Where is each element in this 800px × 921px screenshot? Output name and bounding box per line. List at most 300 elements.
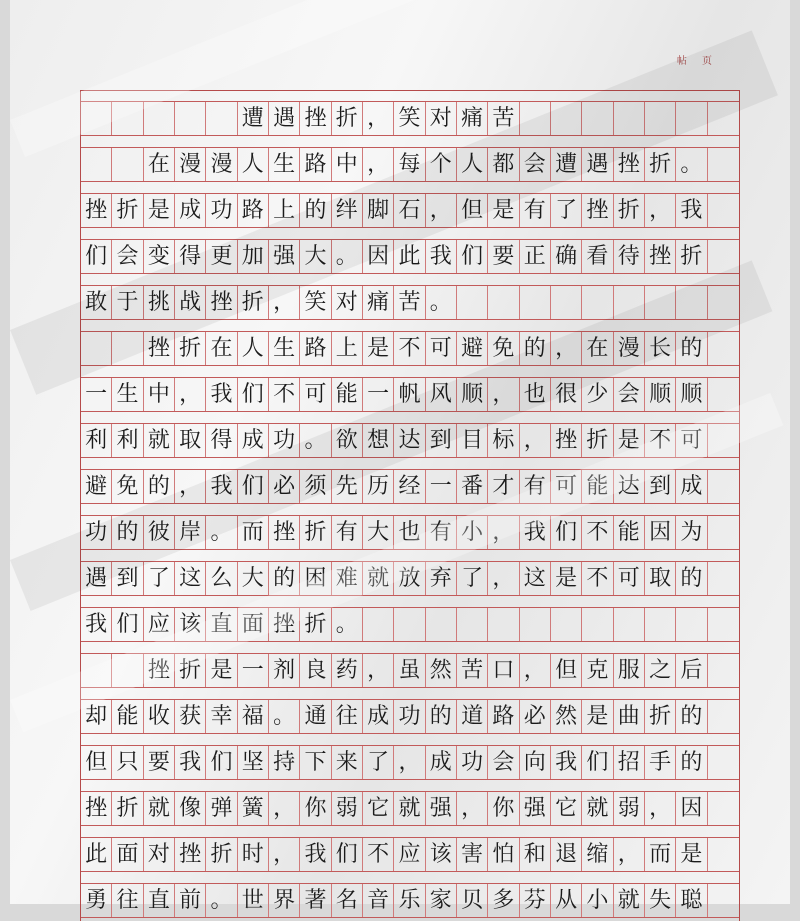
grid-cell	[708, 516, 739, 549]
grid-cell	[645, 102, 676, 135]
grid-cell: 须	[300, 470, 331, 503]
grid-cell: 脚	[363, 194, 394, 227]
grid-cell: 确	[551, 240, 582, 273]
grid-cell: 一	[363, 378, 394, 411]
grid-cell: 折	[645, 700, 676, 733]
grid-cell: 之	[645, 654, 676, 687]
grid-cell: 对	[332, 286, 363, 319]
grid-cell: 不	[582, 562, 613, 595]
grid-cell: 的	[144, 470, 175, 503]
grid-cell: 一	[238, 654, 269, 687]
grid-cell: ，	[457, 792, 488, 825]
grid-cell: 为	[676, 516, 707, 549]
grid-cell: 挫	[144, 332, 175, 365]
grid-cell: ，	[363, 148, 394, 181]
grid-cell: 看	[582, 240, 613, 273]
grid-cell	[676, 286, 707, 319]
grid-cell: ，	[269, 838, 300, 871]
grid-cell: 就	[363, 562, 394, 595]
grid-cell: 了	[144, 562, 175, 595]
grid-cell: 的	[269, 562, 300, 595]
grid-cell: 风	[426, 378, 457, 411]
grid-cell: 生	[112, 378, 143, 411]
grid-cell: 折	[112, 194, 143, 227]
grid-cell: 能	[332, 378, 363, 411]
grid-cell: 取	[645, 562, 676, 595]
grid-cell	[676, 102, 707, 135]
grid-cell	[112, 148, 143, 181]
paper-sheet	[10, 0, 790, 913]
grid-cell: 的	[676, 562, 707, 595]
grid-cell: 笑	[394, 102, 425, 135]
grid-cell: 也	[520, 378, 551, 411]
grid-cell: 的	[520, 332, 551, 365]
grid-cell: 漫	[206, 148, 237, 181]
grid-cell: 人	[457, 148, 488, 181]
grid-cell: ，	[645, 792, 676, 825]
grid-cell: 你	[488, 792, 519, 825]
grid-cell: 这	[520, 562, 551, 595]
grid-cell: 就	[394, 792, 425, 825]
grid-cell: 挫	[144, 654, 175, 687]
grid-cell: 像	[175, 792, 206, 825]
grid-cell: 挫	[645, 240, 676, 273]
grid-cell: 对	[426, 102, 457, 135]
grid-cell: 强	[426, 792, 457, 825]
grid-cell	[582, 286, 613, 319]
grid-row-17	[81, 837, 739, 872]
grid-cell: 弹	[206, 792, 237, 825]
grid-cell: ，	[269, 792, 300, 825]
grid-cell: 家	[426, 884, 457, 917]
grid-cell	[81, 332, 112, 365]
grid-cell: 苦	[457, 654, 488, 687]
grid-cell: 直	[144, 884, 175, 917]
grid-cell: 达	[614, 470, 645, 503]
grid-cell	[614, 608, 645, 641]
grid-cell: 每	[394, 148, 425, 181]
grid-cell: 必	[520, 700, 551, 733]
grid-cell	[520, 102, 551, 135]
grid-cell: 是	[614, 424, 645, 457]
grid-cell: 挑	[144, 286, 175, 319]
grid-cell: 是	[676, 838, 707, 871]
grid-cell: 是	[144, 194, 175, 227]
grid-cell: 我	[81, 608, 112, 641]
grid-cell: ，	[645, 194, 676, 227]
grid-cell: 从	[551, 884, 582, 917]
grid-cell: 生	[269, 148, 300, 181]
grid-cell: 敢	[81, 286, 112, 319]
grid-cell: 的	[676, 746, 707, 779]
grid-cell: 挫	[81, 792, 112, 825]
grid-cell: 口	[488, 654, 519, 687]
grid-cell: 坚	[238, 746, 269, 779]
grid-cell: 乐	[394, 884, 425, 917]
grid-cell: 达	[394, 424, 425, 457]
grid-cell	[206, 102, 237, 135]
grid-cell: 。	[332, 240, 363, 273]
grid-row-8	[81, 423, 739, 458]
grid-cell: 目	[457, 424, 488, 457]
grid-cell: 因	[676, 792, 707, 825]
grid-cell: 。	[269, 700, 300, 733]
grid-cell	[708, 654, 739, 687]
grid-cell	[582, 608, 613, 641]
grid-cell: 因	[363, 240, 394, 273]
grid-cell: 就	[144, 424, 175, 457]
grid-cell: 只	[112, 746, 143, 779]
grid-cell: 然	[426, 654, 457, 687]
grid-cell: 折	[332, 102, 363, 135]
grid-cell	[394, 608, 425, 641]
grid-cell: 它	[363, 792, 394, 825]
grid-cell: 漫	[175, 148, 206, 181]
grid-cell: 著	[300, 884, 331, 917]
grid-cell: 应	[144, 608, 175, 641]
grid-cell: ，	[551, 332, 582, 365]
grid-cell	[426, 608, 457, 641]
grid-cell: 困	[300, 562, 331, 595]
grid-cell: 强	[269, 240, 300, 273]
grid-cell: 名	[332, 884, 363, 917]
grid-cell: 音	[363, 884, 394, 917]
grid-cell: 芬	[520, 884, 551, 917]
grid-cell	[708, 792, 739, 825]
grid-cell: 大	[363, 516, 394, 549]
grid-cell: 路	[300, 148, 331, 181]
grid-row-6	[81, 331, 739, 366]
grid-cell	[708, 194, 739, 227]
grid-cell: 面	[112, 838, 143, 871]
grid-cell: 加	[238, 240, 269, 273]
grid-cell: 我	[551, 746, 582, 779]
grid-cell: 对	[144, 838, 175, 871]
grid-row-18	[81, 883, 739, 918]
grid-cell: 可	[614, 562, 645, 595]
grid-cell: 曲	[614, 700, 645, 733]
grid-cell: 面	[238, 608, 269, 641]
grid-cell	[614, 286, 645, 319]
grid-cell	[708, 700, 739, 733]
grid-cell: 是	[206, 654, 237, 687]
grid-cell	[112, 332, 143, 365]
grid-cell: 能	[582, 470, 613, 503]
grid-cell: 幸	[206, 700, 237, 733]
grid-cell: 苦	[394, 286, 425, 319]
grid-cell: 良	[300, 654, 331, 687]
grid-cell	[363, 608, 394, 641]
grid-cell: 很	[551, 378, 582, 411]
grid-cell: 的	[426, 700, 457, 733]
grid-cell: 路	[488, 700, 519, 733]
grid-cell: 想	[363, 424, 394, 457]
grid-cell: 避	[81, 470, 112, 503]
grid-cell: 就	[144, 792, 175, 825]
grid-cell: 退	[551, 838, 582, 871]
grid-cell: 要	[144, 746, 175, 779]
grid-cell: 免	[488, 332, 519, 365]
grid-cell: 才	[488, 470, 519, 503]
grid-cell: 于	[112, 286, 143, 319]
grid-cell: 挫	[551, 424, 582, 457]
grid-cell: 漫	[614, 332, 645, 365]
grid-cell: 历	[363, 470, 394, 503]
grid-cell: 们	[112, 608, 143, 641]
grid-cell: 的	[300, 194, 331, 227]
grid-cell: 此	[81, 838, 112, 871]
grid-cell: 多	[488, 884, 519, 917]
grid-cell: 前	[175, 884, 206, 917]
grid-cell: 会	[520, 148, 551, 181]
grid-cell	[645, 286, 676, 319]
grid-cell: ，	[520, 654, 551, 687]
grid-cell: 路	[238, 194, 269, 227]
grid-cell: 放	[394, 562, 425, 595]
grid-cell: 却	[81, 700, 112, 733]
grid-cell: 成	[676, 470, 707, 503]
grid-cell	[708, 378, 739, 411]
grid-cell: 挫	[582, 194, 613, 227]
grid-cell: 上	[269, 194, 300, 227]
grid-cell: 折	[175, 332, 206, 365]
grid-cell: 取	[175, 424, 206, 457]
grid-cell: 手	[645, 746, 676, 779]
grid-cell: 可	[676, 424, 707, 457]
grid-cell: 折	[206, 838, 237, 871]
grid-cell: 应	[394, 838, 425, 871]
grid-cell: 。	[206, 884, 237, 917]
grid-cell: 可	[551, 470, 582, 503]
grid-row-11	[81, 561, 739, 596]
grid-cell: 我	[206, 378, 237, 411]
grid-cell	[708, 332, 739, 365]
grid-cell: 绊	[332, 194, 363, 227]
grid-cell: 路	[300, 332, 331, 365]
grid-cell: 长	[645, 332, 676, 365]
grid-cell: 弱	[614, 792, 645, 825]
grid-cell: 是	[582, 700, 613, 733]
grid-cell: 来	[332, 746, 363, 779]
grid-cell: 虽	[394, 654, 425, 687]
grid-cell	[551, 286, 582, 319]
grid-cell	[112, 654, 143, 687]
grid-cell: 挫	[614, 148, 645, 181]
grid-cell: 会	[488, 746, 519, 779]
grid-row-16	[81, 791, 739, 826]
grid-cell	[457, 286, 488, 319]
grid-cell: 的	[676, 332, 707, 365]
grid-cell	[708, 286, 739, 319]
grid-cell: 们	[582, 746, 613, 779]
grid-cell: 生	[269, 332, 300, 365]
grid-cell: 获	[175, 700, 206, 733]
grid-cell: 先	[332, 470, 363, 503]
grid-cell: 贝	[457, 884, 488, 917]
grid-cell: 在	[206, 332, 237, 365]
grid-cell	[457, 608, 488, 641]
grid-cell: 福	[238, 700, 269, 733]
grid-cell: 直	[206, 608, 237, 641]
grid-cell	[81, 102, 112, 135]
grid-cell	[582, 102, 613, 135]
grid-cell: 功	[269, 424, 300, 457]
grid-cell: 有	[520, 470, 551, 503]
grid-cell: 折	[238, 286, 269, 319]
grid-cell: 能	[112, 700, 143, 733]
grid-cell	[175, 102, 206, 135]
grid-cell: 是	[488, 194, 519, 227]
grid-cell: 该	[426, 838, 457, 871]
grid-cell: 不	[363, 838, 394, 871]
grid-cell: 但	[81, 746, 112, 779]
grid-cell: 成	[238, 424, 269, 457]
grid-cell: 难	[332, 562, 363, 595]
grid-cell: 少	[582, 378, 613, 411]
grid-cell: 上	[332, 332, 363, 365]
grid-row-15	[81, 745, 739, 780]
grid-cell	[708, 148, 739, 181]
grid-cell: 但	[457, 194, 488, 227]
grid-cell: ，	[488, 378, 519, 411]
grid-cell: 可	[426, 332, 457, 365]
grid-cell: 也	[394, 516, 425, 549]
grid-cell: 彼	[144, 516, 175, 549]
grid-cell: 招	[614, 746, 645, 779]
grid-cell	[614, 102, 645, 135]
grid-cell: 功	[394, 700, 425, 733]
grid-cell: 折	[175, 654, 206, 687]
grid-cell: 折	[300, 608, 331, 641]
grid-cell: 我	[175, 746, 206, 779]
grid-cell: 的	[112, 516, 143, 549]
grid-cell: 了	[363, 746, 394, 779]
grid-row-5	[81, 285, 739, 320]
grid-cell: 挫	[175, 838, 206, 871]
grid-cell: 。	[206, 516, 237, 549]
grid-cell: 功	[81, 516, 112, 549]
grid-cell: 成	[363, 700, 394, 733]
grid-cell: 一	[81, 378, 112, 411]
grid-cell: 弱	[332, 792, 363, 825]
grid-cell: 帆	[394, 378, 425, 411]
grid-cell: 个	[426, 148, 457, 181]
grid-cell	[708, 746, 739, 779]
grid-cell: 往	[332, 700, 363, 733]
grid-cell: ，	[175, 470, 206, 503]
grid-cell: 挫	[300, 102, 331, 135]
grid-cell: 变	[144, 240, 175, 273]
grid-cell	[708, 608, 739, 641]
grid-cell: 们	[238, 470, 269, 503]
grid-cell	[551, 102, 582, 135]
grid-cell: 世	[238, 884, 269, 917]
grid-cell	[488, 286, 519, 319]
grid-cell: 正	[520, 240, 551, 273]
grid-cell: 收	[144, 700, 175, 733]
grid-cell: 避	[457, 332, 488, 365]
grid-cell: 而	[645, 838, 676, 871]
grid-cell	[708, 470, 739, 503]
grid-cell: 会	[614, 378, 645, 411]
grid-cell: 功	[206, 194, 237, 227]
grid-cell: 往	[112, 884, 143, 917]
grid-cell: 们	[457, 240, 488, 273]
grid-cell: 挫	[269, 608, 300, 641]
grid-row-4	[81, 239, 739, 274]
grid-cell	[144, 102, 175, 135]
grid-cell	[520, 286, 551, 319]
grid-cell: ，	[363, 102, 394, 135]
grid-cell: 挫	[81, 194, 112, 227]
grid-cell: 都	[488, 148, 519, 181]
grid-cell: 能	[614, 516, 645, 549]
grid-cell	[708, 884, 739, 917]
grid-row-14	[81, 699, 739, 734]
grid-cell: 顺	[645, 378, 676, 411]
grid-cell: 番	[457, 470, 488, 503]
grid-cell: 道	[457, 700, 488, 733]
grid-cell: 遇	[81, 562, 112, 595]
grid-cell	[488, 608, 519, 641]
grid-cell: ，	[175, 378, 206, 411]
grid-cell	[520, 608, 551, 641]
grid-cell: 人	[238, 148, 269, 181]
grid-cell: 失	[645, 884, 676, 917]
grid-cell: 下	[300, 746, 331, 779]
grid-cell: 们	[332, 838, 363, 871]
grid-cell: 折	[582, 424, 613, 457]
grid-cell: 折	[112, 792, 143, 825]
grid-cell: 么	[206, 562, 237, 595]
grid-cell: 笑	[300, 286, 331, 319]
grid-cell: ，	[614, 838, 645, 871]
grid-cell: 了	[551, 194, 582, 227]
grid-cell: 遇	[582, 148, 613, 181]
grid-row-3	[81, 193, 739, 228]
grid-cell	[708, 240, 739, 273]
grid-cell: 得	[175, 240, 206, 273]
grid-cell: 必	[269, 470, 300, 503]
grid-cell	[645, 608, 676, 641]
grid-cell: 该	[175, 608, 206, 641]
grid-cell: 会	[112, 240, 143, 273]
grid-cell: 界	[269, 884, 300, 917]
grid-cell: 是	[363, 332, 394, 365]
grid-cell: 折	[645, 148, 676, 181]
grid-cell: 药	[332, 654, 363, 687]
grid-cell: 功	[457, 746, 488, 779]
grid-cell: 有	[520, 194, 551, 227]
grid-cell: 挫	[269, 516, 300, 549]
grid-cell: 缩	[582, 838, 613, 871]
grid-cell: 顺	[457, 378, 488, 411]
composition-grid	[80, 90, 740, 921]
grid-cell: 怕	[488, 838, 519, 871]
grid-cell: 不	[269, 378, 300, 411]
grid-cell: 战	[175, 286, 206, 319]
grid-cell: ，	[363, 654, 394, 687]
grid-cell	[112, 102, 143, 135]
grid-cell: 遇	[269, 102, 300, 135]
grid-cell: 剂	[269, 654, 300, 687]
grid-cell: 成	[426, 746, 457, 779]
grid-cell: ，	[488, 562, 519, 595]
grid-cell: 了	[457, 562, 488, 595]
grid-cell: 。	[426, 286, 457, 319]
grid-row-13	[81, 653, 739, 688]
grid-cell: 在	[582, 332, 613, 365]
